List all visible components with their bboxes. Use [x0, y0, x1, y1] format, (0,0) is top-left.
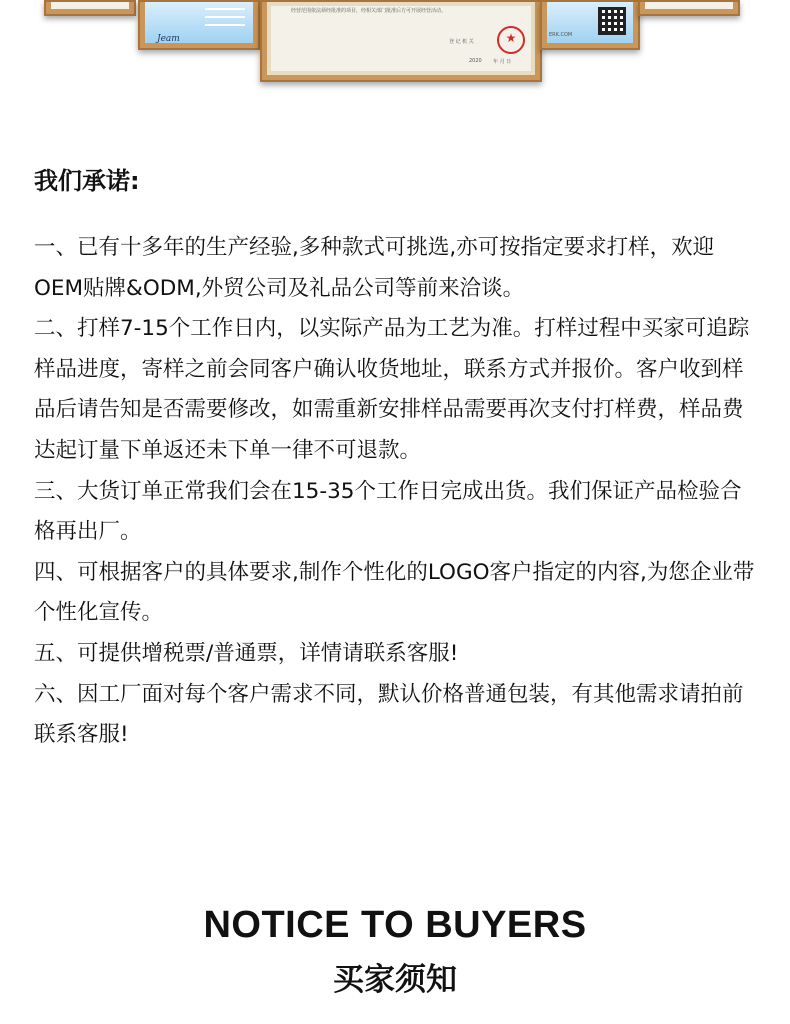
certificate-frame-right: [540, 0, 640, 50]
certificate-frame-center: [260, 0, 542, 82]
certificate-issuer: 登 记 机 关: [449, 39, 474, 45]
certificate-frame-left: [138, 0, 260, 50]
certificate-frame-far-left: [44, 0, 136, 16]
promise-item-1: 一、已有十多年的生产经验,多种款式可挑选,亦可按指定要求打样，欢迎OEM贴牌&ODM,外贸公司及礼品公司等前来洽谈。: [34, 235, 715, 301]
certificate-year: 2020: [469, 58, 482, 64]
promise-item-4: 四、可根据客户的具体要求,制作个性化的LOGO客户指定的内容,为您企业带个性化宣传。: [34, 559, 755, 626]
certificate-body-line: 经营范围依法须经批准的项目，经相关部门批准后方可开展经营活动。: [291, 8, 447, 14]
promise-heading: 我们承诺:: [34, 167, 140, 195]
notice-title-chinese: 买家须知: [333, 962, 457, 998]
certificate-strip: [0, 0, 790, 90]
qr-code-icon: [599, 8, 625, 34]
promise-list: [34, 228, 756, 756]
red-seal-icon: ★: [497, 26, 525, 54]
promise-item-5: 五、可提供增税票/普通票，详情请联系客服!: [34, 640, 459, 666]
certificate-frame-far-right: [638, 0, 740, 16]
promise-item-2: 二、打样7-15个工作日内，以实际产品为工艺为准。打样过程中买家可追踪样品进度，寄样之前会同客户确认收货地址，联系方式并报价。客户收到样品后请告知是否需要修改，如需重新安排样品需要再次支付打样费，样品费达起订量下单返还未下单一律不可退款。: [34, 316, 750, 463]
certificate-url: ERK.COM: [549, 32, 573, 38]
notice-title-english: NOTICE TO BUYERS: [203, 904, 587, 946]
promise-item-3: 三、大货订单正常我们会在15-35个工作日完成出货。我们保证产品检验合格再出厂。: [34, 478, 742, 545]
promise-item-6: 六、因工厂面对每个客户需求不同，默认价格普通包装，有其他需求请拍前联系客服!: [34, 681, 744, 748]
certificate-date: 年 月 日: [493, 59, 512, 65]
signature-mark: Jeam: [157, 34, 180, 43]
